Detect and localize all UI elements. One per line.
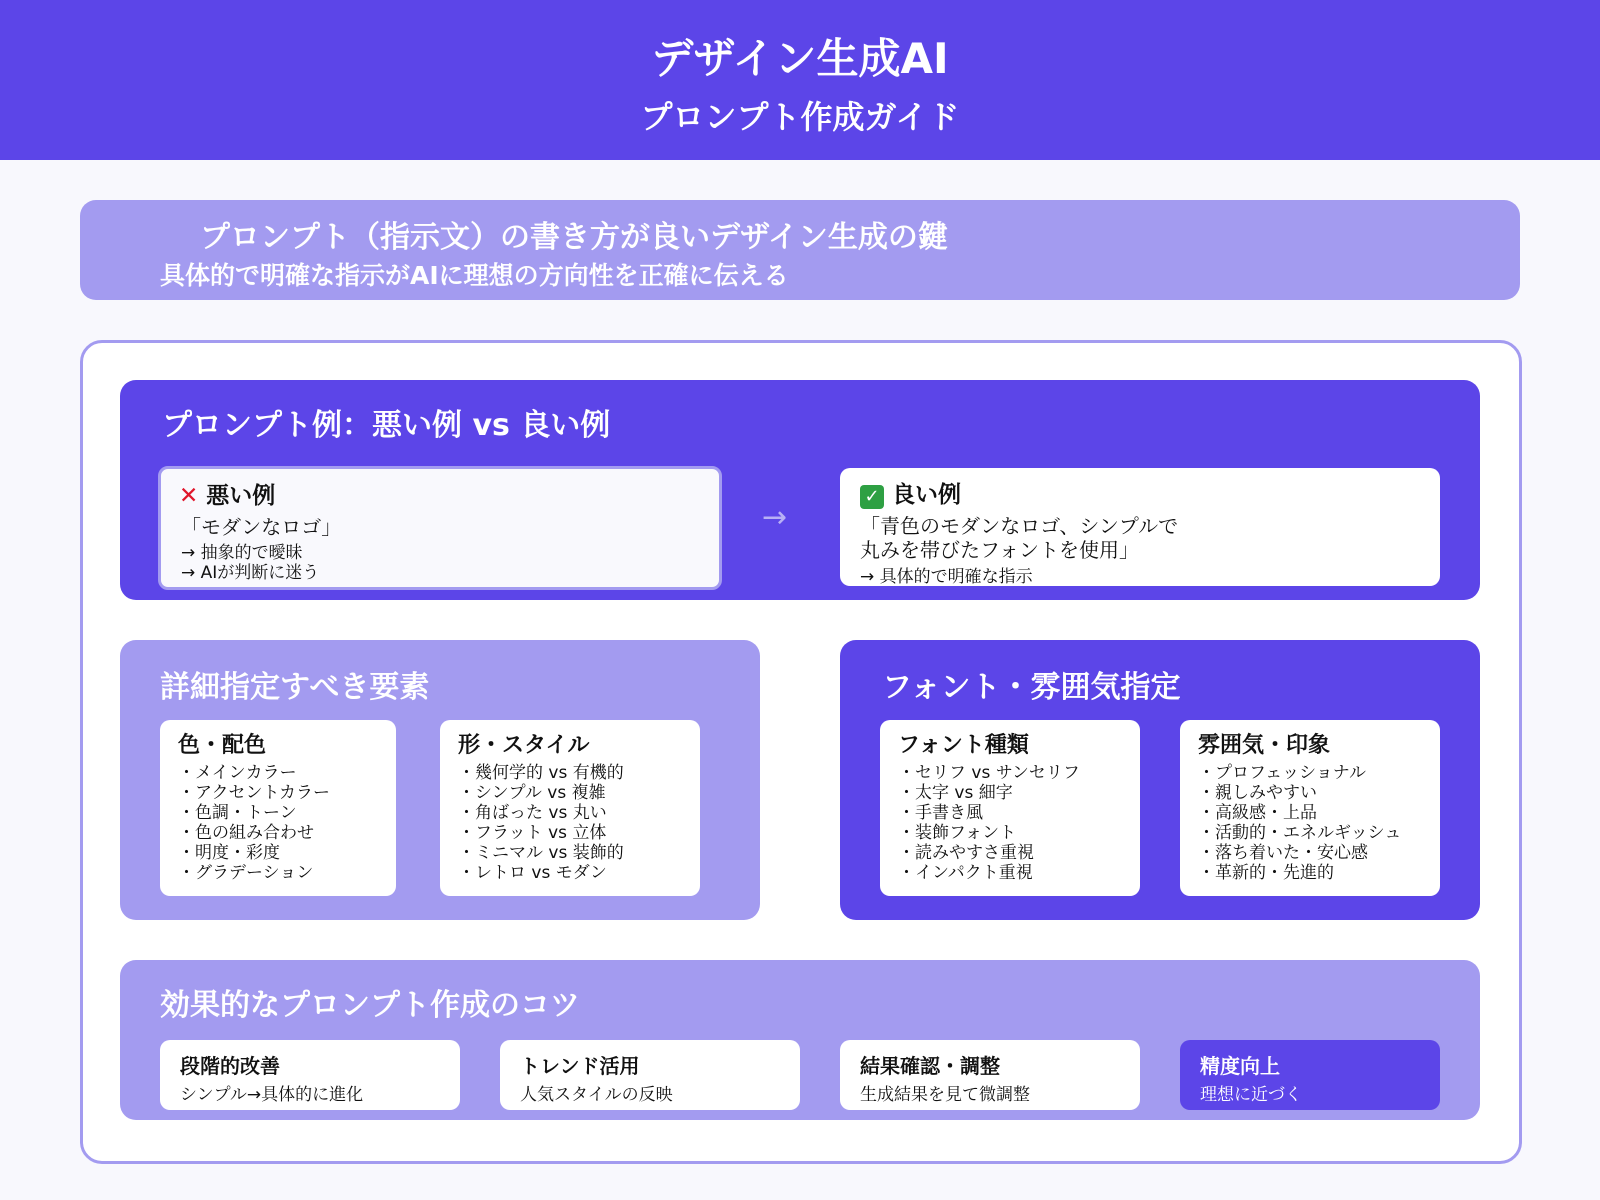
good-example-card xyxy=(840,468,1440,586)
bad-example-card xyxy=(158,466,722,590)
tip-title: 段階的改善 xyxy=(180,1054,280,1078)
good-example-prompt: 「青色のモダンなロゴ、シンプルで xyxy=(860,514,1179,538)
page-subtitle: プロンプト作成ガイド xyxy=(640,98,960,136)
arrow-icon: → xyxy=(762,500,788,535)
list-item: ・ミニマル vs 装飾的 xyxy=(458,843,624,863)
tip-desc: 生成結果を見て微調整 xyxy=(860,1085,1030,1105)
bad-example-prompt: 「モダンなロゴ」 xyxy=(181,515,342,539)
shape-style-card-title: 形・スタイル xyxy=(458,733,590,758)
bad-example-note: → AIが判断に迷う xyxy=(181,563,320,583)
check-icon: ✓ xyxy=(860,485,884,509)
mood-card xyxy=(1180,720,1440,896)
color-card-title: 色・配色 xyxy=(178,733,267,758)
shape-style-card xyxy=(440,720,700,896)
tip-title: 精度向上 xyxy=(1200,1054,1280,1078)
examples-panel xyxy=(120,380,1480,600)
list-item: ・革新的・先進的 xyxy=(1198,863,1334,883)
list-item: ・太字 vs 細字 xyxy=(898,783,1013,803)
tip-card xyxy=(840,1040,1140,1110)
list-item: ・明度・彩度 xyxy=(178,843,280,863)
page-title: デザイン生成AI xyxy=(651,34,949,83)
details-title: 詳細指定すべき要素 xyxy=(160,670,430,705)
tip-title: トレンド活用 xyxy=(520,1054,640,1078)
mood-card-title: 雰囲気・印象 xyxy=(1198,733,1331,758)
color-card xyxy=(160,720,396,896)
list-item: ・インパクト重視 xyxy=(898,863,1033,883)
page-header xyxy=(0,0,1600,160)
list-item: ・フラット vs 立体 xyxy=(458,823,607,843)
list-item: ・メインカラー xyxy=(178,763,297,783)
font-type-card-title: フォント種類 xyxy=(898,733,1029,758)
list-item: ・シンプル vs 複雑 xyxy=(458,783,606,803)
list-item: ・手書き風 xyxy=(898,803,983,823)
tips-title: 効果的なプロンプト作成のコツ xyxy=(160,988,580,1023)
font-type-card xyxy=(880,720,1140,896)
list-item: ・角ばった vs 丸い xyxy=(458,803,607,823)
good-example-note: → 具体的で明確な指示 xyxy=(860,567,1033,587)
tip-card-highlight xyxy=(1180,1040,1440,1110)
list-item: ・活動的・エネルギッシュ xyxy=(1198,823,1402,843)
banner-subline: 具体的で明確な指示がAIに理想の方向性を正確に伝える xyxy=(160,261,789,290)
good-example-label: 良い例 xyxy=(892,482,962,508)
list-item: ・プロフェッショナル xyxy=(1198,763,1366,783)
list-item: ・色の組み合わせ xyxy=(178,823,314,843)
list-item: ・セリフ vs サンセリフ xyxy=(898,763,1080,783)
key-message-banner xyxy=(80,200,1520,300)
bad-example-label: 悪い例 xyxy=(206,483,276,509)
list-item: ・親しみやすい xyxy=(1198,783,1317,803)
list-item: ・読みやすさ重視 xyxy=(898,843,1034,863)
list-item: ・装飾フォント xyxy=(898,823,1017,843)
bad-example-note: → 抽象的で曖昧 xyxy=(181,543,303,563)
font-mood-panel xyxy=(840,640,1480,920)
tip-desc: シンプル→具体的に進化 xyxy=(180,1085,364,1105)
list-item: ・グラデーション xyxy=(178,863,314,883)
cross-icon: ✕ xyxy=(179,483,199,509)
tip-card xyxy=(500,1040,800,1110)
good-example-prompt: 丸みを帯びたフォントを使用」 xyxy=(860,538,1139,562)
list-item: ・落ち着いた・安心感 xyxy=(1198,843,1368,863)
banner-headline: プロンプト（指示文）の書き方が良いデザイン生成の鍵 xyxy=(200,220,948,255)
examples-title: プロンプト例：悪い例 vs 良い例 xyxy=(162,408,611,443)
list-item: ・レトロ vs モダン xyxy=(458,863,607,883)
tip-desc: 理想に近づく xyxy=(1200,1085,1302,1105)
tip-card xyxy=(160,1040,460,1110)
list-item: ・色調・トーン xyxy=(178,803,297,823)
tip-desc: 人気スタイルの反映 xyxy=(520,1085,673,1105)
font-mood-title: フォント・雰囲気指定 xyxy=(882,670,1181,705)
list-item: ・幾何学的 vs 有機的 xyxy=(458,763,624,783)
details-panel xyxy=(120,640,760,920)
list-item: ・高級感・上品 xyxy=(1198,803,1317,823)
tip-title: 結果確認・調整 xyxy=(860,1054,1000,1078)
list-item: ・アクセントカラー xyxy=(178,783,330,803)
